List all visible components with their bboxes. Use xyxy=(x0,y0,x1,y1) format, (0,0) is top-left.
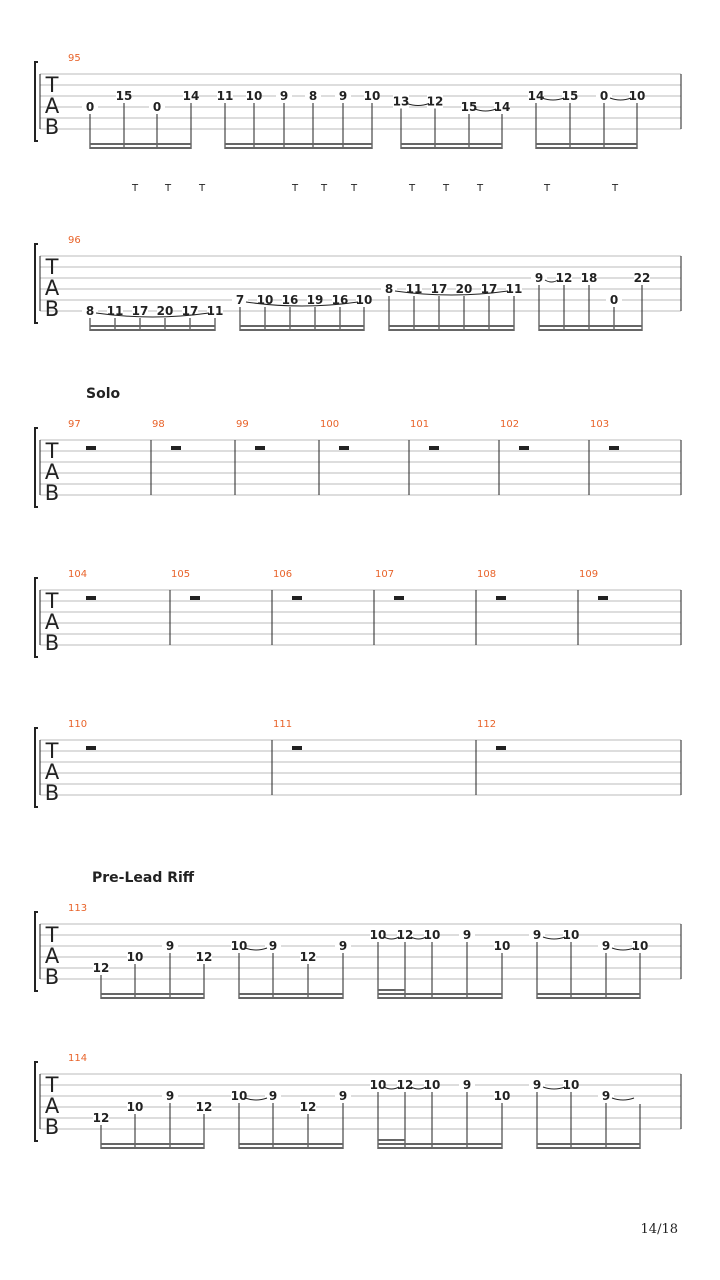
tab-clef-letter: T xyxy=(45,73,59,97)
tap-mark: T xyxy=(611,183,619,194)
fret-number: 14 xyxy=(493,100,511,114)
beam xyxy=(240,329,364,331)
fret-number: 10 xyxy=(363,89,381,103)
tap-mark: T xyxy=(476,183,484,194)
tap-mark: T xyxy=(350,183,358,194)
tap-mark: T xyxy=(320,183,328,194)
fret-number: 10 xyxy=(355,293,373,307)
tab-clef-letter: T xyxy=(45,255,59,279)
fret-number: 11 xyxy=(505,282,523,296)
beam xyxy=(101,1147,204,1149)
system-bracket xyxy=(35,62,38,141)
fret-number: 9 xyxy=(534,271,544,285)
fret-number: 17 xyxy=(131,304,149,318)
beam xyxy=(239,1147,343,1149)
fret-number: 17 xyxy=(480,282,498,296)
measure-number: 106 xyxy=(273,569,293,580)
tab-clef-letter: B xyxy=(44,297,60,321)
section-label-pre-lead-riff: Pre-Lead Riff xyxy=(92,870,195,886)
measure-number: 104 xyxy=(68,569,88,580)
tab-clef-letter: B xyxy=(44,781,60,805)
beam xyxy=(101,993,204,995)
whole-rest xyxy=(171,446,181,450)
fret-number: 11 xyxy=(216,89,234,103)
beam xyxy=(378,1147,502,1149)
tab-clef-letter: B xyxy=(44,631,60,655)
fret-number: 7 xyxy=(235,293,245,307)
measure-number: 96 xyxy=(68,235,81,246)
tab-clef-letter: A xyxy=(44,460,60,484)
beam xyxy=(378,993,502,995)
tab-clef-letter: B xyxy=(44,1115,60,1139)
beam xyxy=(239,993,343,995)
beam xyxy=(225,147,372,149)
beam xyxy=(101,997,204,999)
tab-clef-letter: T xyxy=(45,1073,59,1097)
beam xyxy=(101,1143,204,1145)
slur xyxy=(245,948,267,950)
measure-number: 95 xyxy=(68,53,81,64)
fret-number: 13 xyxy=(392,94,410,109)
tab-clef-letter: A xyxy=(44,1094,60,1118)
beam xyxy=(90,147,191,149)
tab-clef-letter: A xyxy=(44,94,60,118)
system-bracket xyxy=(35,244,38,323)
fret-number: 9 xyxy=(165,939,175,953)
fret-number: 8 xyxy=(384,282,394,296)
beam xyxy=(537,993,640,995)
fret-number: 0 xyxy=(152,100,162,114)
fret-number: 9 xyxy=(165,1089,175,1103)
fret-number: 12 xyxy=(299,1100,317,1114)
fret-number: 8 xyxy=(85,304,95,318)
beam xyxy=(240,325,364,327)
section-label-solo: Solo xyxy=(86,386,121,402)
measure-number: 111 xyxy=(273,719,293,730)
fret-number: 15 xyxy=(115,89,133,103)
measure-number: 97 xyxy=(68,419,81,430)
tab-clef-letter: T xyxy=(45,589,59,613)
fret-number: 0 xyxy=(85,100,95,114)
fret-number: 9 xyxy=(268,1089,278,1103)
fret-number: 16 xyxy=(331,293,349,307)
system-bracket xyxy=(35,728,38,807)
whole-rest xyxy=(292,596,302,600)
fret-number: 12 xyxy=(555,271,573,285)
whole-rest xyxy=(496,596,506,600)
fret-number: 10 xyxy=(562,1078,580,1092)
whole-rest xyxy=(429,446,439,450)
beam xyxy=(378,997,502,999)
whole-rest xyxy=(609,446,619,450)
beam xyxy=(536,147,637,149)
fret-number: 15 xyxy=(561,89,579,103)
tap-mark: T xyxy=(408,183,416,194)
fret-number: 9 xyxy=(462,928,472,942)
whole-rest xyxy=(86,596,96,600)
beam xyxy=(401,147,502,149)
whole-rest xyxy=(255,446,265,450)
whole-rest xyxy=(86,446,96,450)
measure-number: 113 xyxy=(68,903,88,914)
fret-number: 11 xyxy=(405,282,423,296)
fret-number: 20 xyxy=(156,304,174,318)
measure-number: 102 xyxy=(500,419,520,430)
whole-rest xyxy=(598,596,608,600)
fret-number: 12 xyxy=(92,1111,110,1125)
tap-mark: T xyxy=(442,183,450,194)
fret-number: 9 xyxy=(338,89,348,103)
measure-number: 114 xyxy=(68,1053,88,1064)
measure-number: 108 xyxy=(477,569,497,580)
system-bracket xyxy=(35,428,38,507)
beam xyxy=(537,1147,640,1149)
fret-number: 12 xyxy=(195,1100,213,1114)
fret-number: 9 xyxy=(338,1089,348,1103)
fret-number: 12 xyxy=(396,1078,414,1092)
fret-number: 20 xyxy=(455,282,473,296)
fret-number: 19 xyxy=(306,293,324,307)
fret-number: 10 xyxy=(628,89,646,103)
fret-number: 11 xyxy=(106,304,124,318)
beam xyxy=(536,143,637,145)
fret-number: 10 xyxy=(245,89,263,103)
fret-number: 10 xyxy=(423,1078,441,1092)
measure-number: 101 xyxy=(410,419,430,430)
beam xyxy=(239,997,343,999)
tab-clef-letter: T xyxy=(45,923,59,947)
tab-clef-letter: T xyxy=(45,739,59,763)
measure-number: 112 xyxy=(477,719,497,730)
tab-clef-letter: T xyxy=(45,439,59,463)
fret-number: 9 xyxy=(279,89,289,103)
measure-number: 105 xyxy=(171,569,191,580)
fret-number: 12 xyxy=(426,94,444,109)
fret-number: 18 xyxy=(580,271,598,285)
system-bracket xyxy=(35,578,38,657)
fret-number: 0 xyxy=(599,89,609,103)
measure-number: 99 xyxy=(236,419,249,430)
tap-mark: T xyxy=(131,183,139,194)
beam xyxy=(401,143,502,145)
fret-number: 10 xyxy=(631,939,649,953)
whole-rest xyxy=(292,746,302,750)
beam xyxy=(389,325,514,327)
fret-number: 10 xyxy=(126,950,144,964)
slur xyxy=(612,1098,634,1100)
fret-number: 10 xyxy=(126,1100,144,1114)
page-number: 14/18 xyxy=(640,1222,678,1237)
fret-number: 9 xyxy=(532,928,542,942)
fret-number: 14 xyxy=(527,89,545,103)
system-bracket xyxy=(35,912,38,991)
measure-number: 98 xyxy=(152,419,165,430)
fret-number: 10 xyxy=(230,939,248,953)
beam xyxy=(225,143,372,145)
fret-number: 15 xyxy=(460,100,478,114)
slur xyxy=(245,1098,267,1100)
beam xyxy=(90,325,215,327)
tap-mark: T xyxy=(543,183,551,194)
fret-number: 17 xyxy=(430,282,448,296)
tab-clef-letter: A xyxy=(44,944,60,968)
fret-number: 10 xyxy=(562,928,580,942)
tap-mark: T xyxy=(164,183,172,194)
measure-number: 107 xyxy=(375,569,395,580)
fret-number: 16 xyxy=(281,293,299,307)
tab-clef-letter: A xyxy=(44,760,60,784)
fret-number: 12 xyxy=(299,950,317,964)
fret-number: 10 xyxy=(256,293,274,307)
beam xyxy=(539,325,642,327)
whole-rest xyxy=(190,596,200,600)
fret-number: 12 xyxy=(396,928,414,942)
fret-number: 9 xyxy=(338,939,348,953)
tap-mark: T xyxy=(291,183,299,194)
measure-number: 100 xyxy=(320,419,340,430)
tab-clef-letter: B xyxy=(44,965,60,989)
beam xyxy=(539,329,642,331)
fret-number: 8 xyxy=(308,89,318,103)
beam xyxy=(90,329,215,331)
whole-rest xyxy=(86,746,96,750)
fret-number: 12 xyxy=(195,950,213,964)
whole-rest xyxy=(394,596,404,600)
fret-number: 10 xyxy=(230,1089,248,1103)
fret-number: 9 xyxy=(268,939,278,953)
whole-rest xyxy=(339,446,349,450)
fret-number: 10 xyxy=(493,939,511,953)
fret-number: 10 xyxy=(423,928,441,942)
tab-clef-letter: A xyxy=(44,276,60,300)
fret-number: 14 xyxy=(182,89,200,103)
tab-clef-letter: A xyxy=(44,610,60,634)
tab-clef-letter: B xyxy=(44,481,60,505)
fret-number: 9 xyxy=(462,1078,472,1092)
fret-number: 10 xyxy=(369,928,387,942)
beam xyxy=(378,1143,502,1145)
fret-number: 0 xyxy=(609,293,619,307)
fret-number: 9 xyxy=(532,1078,542,1092)
measure-number: 109 xyxy=(579,569,599,580)
fret-number: 12 xyxy=(92,961,110,975)
fret-number: 10 xyxy=(493,1089,511,1103)
beam xyxy=(389,329,514,331)
beam xyxy=(378,989,405,991)
tap-mark: T xyxy=(198,183,206,194)
whole-rest xyxy=(496,746,506,750)
fret-number: 9 xyxy=(601,1089,611,1103)
fret-number: 9 xyxy=(601,939,611,953)
beam xyxy=(537,1143,640,1145)
fret-number: 17 xyxy=(181,304,199,318)
tab-clef-letter: B xyxy=(44,115,60,139)
whole-rest xyxy=(519,446,529,450)
measure-number: 110 xyxy=(68,719,88,730)
beam xyxy=(378,1139,405,1141)
fret-number: 22 xyxy=(633,271,651,285)
beam xyxy=(537,997,640,999)
beam xyxy=(90,143,191,145)
fret-number: 11 xyxy=(206,304,224,318)
system-bracket xyxy=(35,1062,38,1141)
fret-number: 10 xyxy=(369,1078,387,1092)
measure-number: 103 xyxy=(590,419,610,430)
beam xyxy=(239,1143,343,1145)
